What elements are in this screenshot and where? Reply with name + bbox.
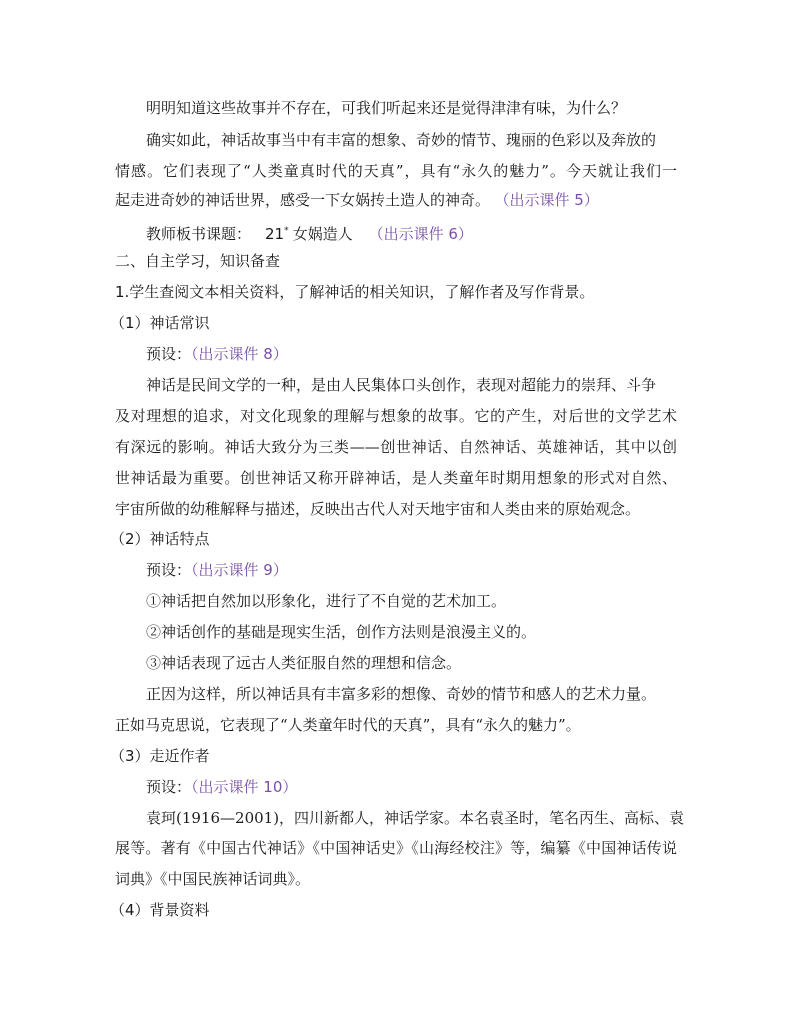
lesson-number: 21	[265, 225, 285, 243]
courseware-ref-5: （出示课件 5）	[502, 191, 599, 209]
sub-2-preset	[146, 560, 288, 580]
feature-para-line-2: 正如马克思说，它表现了“人类童年时代的天真”，具有“永久的魅力”。	[115, 716, 581, 734]
myth-para-line-1: 神话是民间文学的一种，是由人民集体口头创作，表现对超能力的崇拜、斗争	[146, 376, 657, 394]
sub-3-preset	[146, 777, 297, 797]
intro-line-3	[115, 190, 599, 210]
courseware-ref-10: （出示课件 10）	[191, 778, 298, 796]
courseware-ref-6: （出示课件 6）	[368, 225, 473, 243]
myth-para-line-4: 世神话最为重要。创世神话又称开辟神话，是人类童年时期用想象的形式对自然、	[115, 469, 677, 487]
item-1: 1.学生查阅文本相关资料，了解神话的相关知识，了解作者及写作背景。	[115, 283, 595, 301]
courseware-ref-8: （出示课件 8）	[191, 345, 288, 363]
board-label: 教师板书课题：	[146, 225, 252, 243]
author-line-3: 词典》《中国民族神话词典》。	[115, 870, 311, 888]
feature-point-3: ③神话表现了远古人类征服自然的理想和信念。	[146, 654, 462, 672]
board-title-line	[146, 221, 473, 244]
feature-para-line-1: 正因为这样，所以神话具有丰富多彩的想像、奇妙的情节和感人的艺术力量。	[146, 685, 657, 703]
intro-line-2: 情感。它们表现了“人类童真时代的天真”，具有“永久的魅力”。今天就让我们一	[115, 162, 677, 180]
intro-line-3-text: 起走进奇妙的神话世界，感受一下女娲抟土造人的神奇。	[115, 191, 491, 209]
myth-para-line-5: 宇宙所做的幼稚解释与描述，反映出古代人对天地宇宙和人类由来的原始观念。	[115, 500, 641, 518]
myth-para-line-2: 及对理想的追求，对文化现象的理解与想象的故事。它的产生，对后世的文学艺术	[115, 407, 677, 425]
feature-point-2: ②神话创作的基础是现实生活，创作方法则是浪漫主义的。	[146, 623, 537, 641]
author-line-2: 展等。著有《中国古代神话》《中国神话史》《山海经校注》等，编纂《中国神话传说	[115, 839, 677, 857]
preset-label: 预设：	[146, 345, 192, 363]
myth-para-line-3: 有深远的影响。神话大致分为三类——创世神话、自然神话、英雄神话，其中以创	[115, 438, 677, 456]
author-line-1: 袁珂(1916—2001)，四川新都人，神话学家。本名袁圣时，笔名丙生、高标、袁	[146, 809, 685, 827]
preset-label: 预设：	[146, 561, 192, 579]
lesson-mark: *	[284, 226, 289, 236]
sub-1-heading: （1）神话常识	[110, 314, 210, 332]
intro-line-1: 确实如此，神话故事当中有丰富的想象、奇妙的情节、瑰丽的色彩以及奔放的	[146, 131, 657, 149]
feature-point-1: ①神话把自然加以形象化，进行了不自觉的艺术加工。	[146, 592, 507, 610]
section-2-heading: 二、自主学习，知识备查	[115, 252, 281, 270]
sub-4-heading: （4）背景资料	[110, 901, 210, 919]
sub-3-heading: （3）走近作者	[110, 747, 210, 765]
question-line: 明明知道这些故事并不存在，可我们听起来还是觉得津津有味，为什么？	[146, 99, 627, 117]
sub-2-heading: （2）神话特点	[110, 530, 210, 548]
lesson-title: 女娲造人	[292, 225, 353, 243]
sub-1-preset	[146, 344, 288, 364]
courseware-ref-9: （出示课件 9）	[191, 561, 288, 579]
preset-label: 预设：	[146, 778, 192, 796]
